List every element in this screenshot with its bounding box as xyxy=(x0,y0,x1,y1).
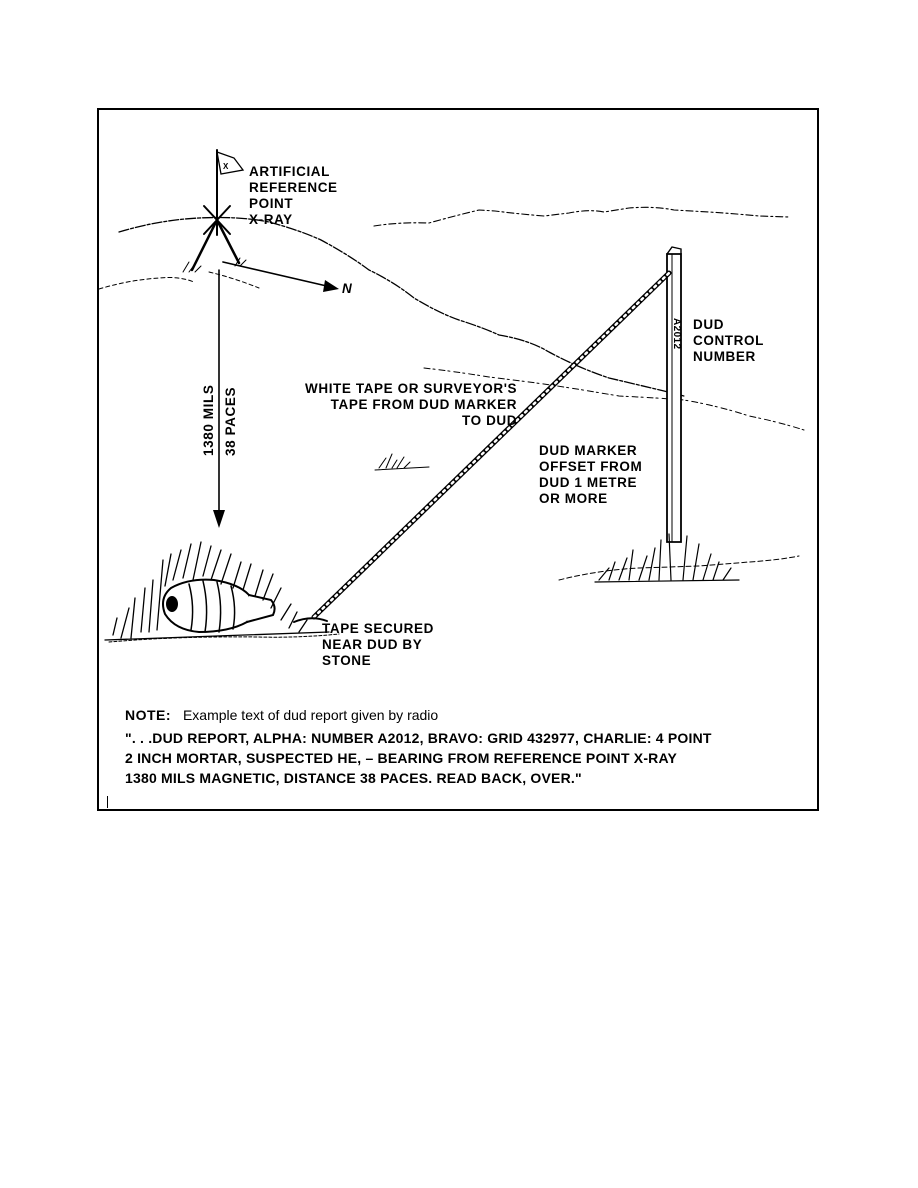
dud-report-text xyxy=(125,728,815,788)
north-label: N xyxy=(342,281,353,296)
control-number-label xyxy=(693,317,764,365)
stake xyxy=(667,254,681,542)
marker-offset-label xyxy=(539,443,642,507)
control-number-line-1: DUD xyxy=(693,317,725,332)
note-heading-label: NOTE: xyxy=(125,707,172,723)
tape-label xyxy=(305,381,517,429)
reference-point-label xyxy=(249,164,338,228)
control-number-line-3: NUMBER xyxy=(693,349,756,364)
tape-label-line-1: WHITE TAPE OR SURVEYOR'S xyxy=(305,381,518,396)
tripod-leg-right xyxy=(217,220,239,263)
tape-secured-line-1: TAPE SECURED xyxy=(322,621,434,636)
reference-point-line-3: POINT xyxy=(249,196,294,211)
marker-offset-line-3: DUD 1 METRE xyxy=(539,475,638,490)
margin-tick xyxy=(107,796,108,808)
flag-mark: X xyxy=(223,162,229,171)
bearing-label: 1380 MILS xyxy=(201,384,216,456)
far-ground-line xyxy=(559,556,799,580)
dud-report-line-2: 2 INCH MORTAR, SUSPECTED HE, – BEARING FROM REFERENCE POINT X-RAY xyxy=(125,750,678,766)
note-caption: Example text of dud report given by radio xyxy=(182,707,439,723)
tape-secured-line-3: STONE xyxy=(322,653,372,668)
dud-report-line-3: 1380 MILS MAGNETIC, DISTANCE 38 PACES. READ BACK, OVER." xyxy=(125,770,582,786)
stake-number-label: A2012 xyxy=(671,318,682,350)
bearing-arrowhead xyxy=(213,510,225,528)
marker-offset-line-1: DUD MARKER xyxy=(539,443,638,458)
note-heading xyxy=(125,707,438,723)
north-line xyxy=(223,262,331,287)
tape-secured-label xyxy=(322,621,434,669)
reference-point-line-2: REFERENCE xyxy=(249,180,338,195)
grass-patch-middle xyxy=(375,454,429,470)
north-arrowhead xyxy=(323,280,339,292)
tripod-leg-left xyxy=(192,220,217,270)
tape-label-line-3: TO DUD xyxy=(462,413,518,428)
ground-near-flag xyxy=(99,272,259,289)
distance-label: 38 PACES xyxy=(223,386,238,456)
far-ridge-line xyxy=(374,207,789,226)
stake-top xyxy=(667,247,681,254)
dud-reporting-illustration xyxy=(99,110,819,811)
tape-label-line-2: TAPE FROM DUD MARKER xyxy=(330,397,518,412)
marker-offset-line-4: OR MORE xyxy=(539,491,608,506)
marker-offset-line-2: OFFSET FROM xyxy=(539,459,643,474)
reference-point-line-4: X-RAY xyxy=(249,212,293,227)
flag xyxy=(217,152,243,174)
figure-frame xyxy=(97,108,819,811)
dud-report-line-1: ". . .DUD REPORT, ALPHA: NUMBER A2012, BRAVO: GRID 432977, CHARLIE: 4 POINT xyxy=(125,730,712,746)
tape-secured-line-2: NEAR DUD BY xyxy=(322,637,423,652)
reference-point-line-1: ARTIFICIAL xyxy=(249,164,330,179)
control-number-line-2: CONTROL xyxy=(693,333,764,348)
